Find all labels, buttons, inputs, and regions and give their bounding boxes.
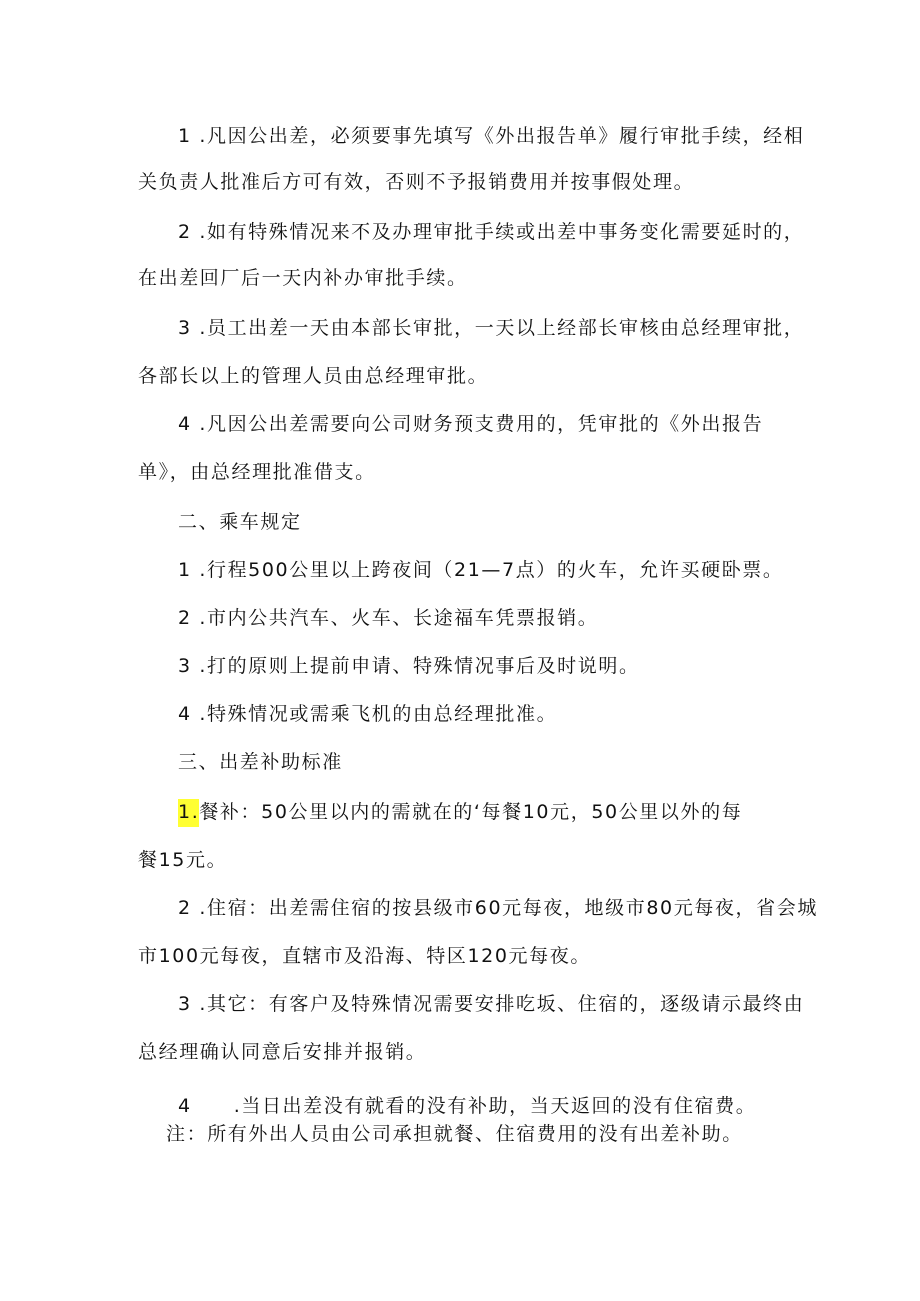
meal-allowance-line2: 餐15元。 — [138, 849, 228, 871]
footnote: 注：所有外出人员由公司承担就餐、住宿费用的没有出差补助。 — [166, 1123, 743, 1145]
late-approval-para-line2: 在出差回厂后一天内补办审批手续。 — [138, 267, 468, 289]
transport-rule-2: 2 .市内公共汽车、火车、长途福车凭票报销。 — [178, 607, 599, 629]
same-day-rule-text: .当日出差没有就看的没有补助，当天返回的没有住宿费。 — [233, 1095, 757, 1117]
meal-allowance-text: 餐补：50公里以内的需就在的‘每餐10元，50公里以外的每 — [199, 801, 743, 823]
meal-allowance-line1 — [178, 800, 742, 824]
transport-rule-4: 4 .特殊情况或需乘飞机的由总经理批准。 — [178, 703, 558, 725]
travel-approval-para-line1: 1 .凡因公出差，必须要事先填写《外出报告单》履行审批手续，经相 — [178, 125, 805, 147]
approval-authority-para-line1: 3 .员工出差一天由本部长审批，一天以上经部长审核由总经理审批， — [178, 317, 805, 339]
same-day-rule — [178, 1094, 756, 1118]
section-heading-transport: 二、乘车规定 — [178, 511, 302, 533]
transport-rule-3: 3 .打的原则上提前申请、特殊情况事后及时说明。 — [178, 655, 640, 677]
highlighted-item-number: 1. — [178, 799, 199, 827]
lodging-allowance-line1: 2 .住宿：出差需住宿的按县级市60元每夜，地级市80元每夜，省会城 — [178, 897, 818, 919]
lodging-allowance-line2: 市100元每夜，直辖市及沿海、特区120元每夜。 — [138, 945, 591, 967]
advance-payment-para-line2: 单》，由总经理批准借支。 — [138, 461, 376, 483]
advance-payment-para-line1: 4 .凡因公出差需要向公司财务预支费用的，凭审批的《外出报告 — [178, 413, 764, 435]
same-day-rule-number: 4 — [178, 1095, 192, 1117]
other-allowance-line1: 3 .其它：有客户及特殊情况需要安排吃坂、住宿的，逐级请示最终由 — [178, 993, 805, 1015]
late-approval-para-line1: 2 .如有特殊情况来不及办理审批手续或出差中事务变化需要延时的， — [178, 221, 805, 243]
travel-approval-para-line2: 关负责人批准后方可有效，否则不予报销费用并按事假处理。 — [138, 171, 695, 193]
section-heading-allowance: 三、出差补助标准 — [178, 751, 343, 773]
approval-authority-para-line2: 各部长以上的管理人员由总经理审批。 — [138, 365, 489, 387]
other-allowance-line2: 总经理确认同意后安排并报销。 — [138, 1041, 427, 1063]
transport-rule-1: 1 .行程500公里以上跨夜间（21—7点）的火车，允许买硬卧票。 — [178, 559, 784, 581]
